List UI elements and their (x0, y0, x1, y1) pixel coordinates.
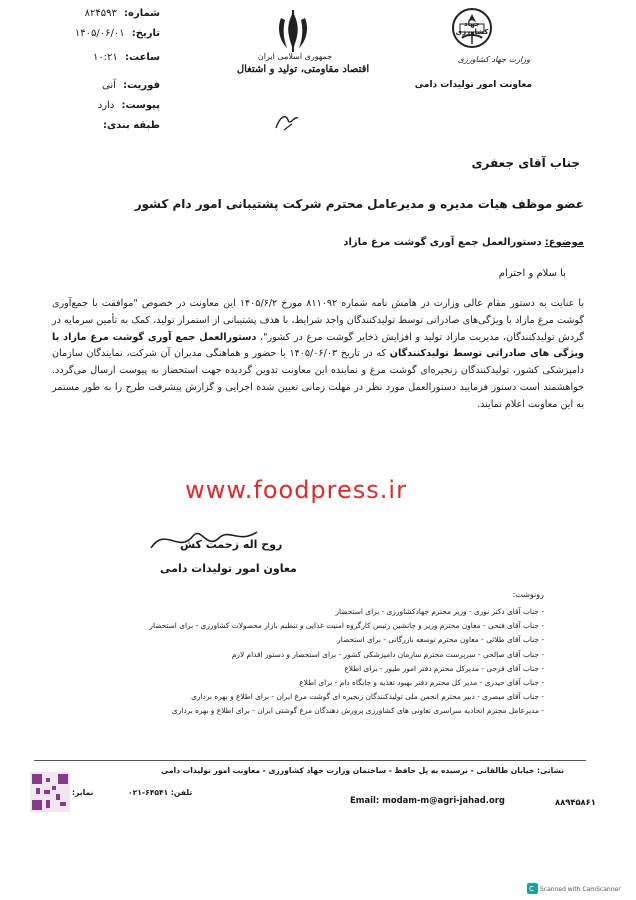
footer-phone: ۸۸۹۴۵۸۶۱ (555, 797, 596, 807)
greeting: با سلام و احترام (498, 268, 566, 279)
footer-divider (34, 760, 586, 761)
addressee-name: جناب آقای جعفری (471, 156, 580, 170)
subject-line (343, 237, 584, 248)
cc-item: - جناب آقای حیدری - مدیر کل محترم دفتر بهبود تغذیه و جایگاه دام - برای اطلاع (299, 678, 544, 688)
department-name: معاونت امور تولیدات دامی (414, 80, 532, 90)
number-label: شماره: (124, 8, 160, 19)
subject-label: موضوع: (544, 237, 584, 248)
attachment-row (40, 100, 160, 111)
signer-title: معاون امور تولیدات دامی (160, 562, 297, 575)
time-value: ۱۰:۲۱ (92, 52, 118, 63)
cc-heading: رونوشت: (512, 590, 544, 599)
time-label: ساعت: (124, 52, 160, 63)
ministry-name: وزارت جهاد کشاورزی (457, 55, 530, 64)
date-row (40, 28, 160, 39)
date-label: تاریخ: (131, 28, 160, 39)
classification-row (40, 120, 160, 131)
scanner-credit: Scanned with CamScanner (540, 886, 621, 893)
subject-value: دستورالعمل جمع آوری گوشت مرغ مازاد (343, 237, 542, 248)
republic-title: جمهوری اسلامی ایران (257, 52, 333, 61)
qr-code-icon (30, 772, 70, 812)
number-value: ۸۲۴۵۹۳ (84, 8, 117, 19)
small-mark-icon (272, 110, 302, 134)
urgency-row (40, 80, 160, 91)
cc-item: - جناب آقای میصری - دبیر محترم انجمن ملی تولیدکنندگان زنجیره ای گوشت مرغ ایران - برای اطلاع و بهره برداری (191, 692, 544, 702)
signer-name: روح اله زحمت کش (180, 538, 283, 551)
handwritten-motto: اقتصاد مقاومتی، تولید و اشتغال (236, 64, 370, 75)
cc-list (124, 605, 544, 719)
time-row (40, 52, 160, 63)
body-part1: با عنایت به دستور مقام عالی وزارت در هامش نامه شماره ۸۱۱۰۹۲ مورخ ۱۴۰۵/۶/۲ این معاونت در خصوص "موافقت با جمع‌آوری گوشت مرغ مازاد با ویژگی‌های صادراتی توسط تولیدکنندگان واجد شرایط، با هدف پشتیبانی از استمرار تولید، کمک به تأمین سرمایه در گردش تولیدکنندگان، مدیریت مازاد تولید و افزایش ذخایر گوشت مرغ در کشور"، (52, 298, 585, 343)
camscanner-icon (527, 883, 538, 894)
urgency-value: آنی (101, 80, 116, 91)
footer-address: نشانی: خیابان طالقانی - نرسیده به پل حافظ - ساختمان وزارت جهاد کشاورزی - معاونت امور تولیدات دامی (161, 766, 564, 775)
attachment-label: پیوست: (121, 100, 160, 111)
footer-fax: نمابر: (72, 788, 94, 797)
cc-item: - جناب آقای فتحی - معاون محترم وزیر و جانشین رئیس کارگروه امنیت غذایی و تنظیم بازار محصولات کشاورزی - برای استحضار (149, 621, 544, 631)
number-row (40, 8, 160, 19)
svg-text:C: C (529, 885, 534, 893)
cc-item: - جناب آقای طلائی - معاون محترم توسعه بازرگانی - برای استحضار (337, 635, 544, 645)
attachment-value: دارد (97, 100, 115, 111)
footer-tel: تلفن: ۶۴۵۴۱-۰۲۱ (128, 788, 193, 797)
body-part2: که در تاریخ ۱۴۰۵/۰۶/۰۳ با حضور و هماهنگی مدیران آن شرکت، نمایندگان سازمان دامپزشکی کشور، تولیدکنندگان زنجیره‌ای گوشت مرغ و نماینده این معاونت تدوین گردیده جهت استحضار به پیوست ارسال می‌گردد. خواهشمند است دستور فرمایید دستورالعمل مورد نظر در مهلت زمانی تعیین شده اجرایی و گزارش پیشرفت طرح را به طور مستمر به این معاونت اعلام نمایند. (52, 348, 584, 410)
urgency-label: فوریت: (123, 80, 160, 91)
cc-item: - مدیرعامل محترم اتحادیه سراسری تعاونی های کشاورزی پرورش دهندگان مرغ گوشتی ایران - برای اطلاع و بهره برداری (171, 706, 544, 716)
classification-label: طبقه بندی: (102, 120, 160, 131)
cc-item: - جناب آقای فرجی - مدیرکل محترم دفتر امور طیور - برای اطلاع (344, 663, 544, 673)
body-bold-part: دستورالعمل جمع آوری گوشت مرغ مازاد با ویژگی های صادراتی توسط تولیدکنندگان (52, 331, 585, 360)
watermark-url: www.foodpress.ir (185, 476, 407, 504)
cc-item: - جناب آقای دکتر نوری - وزیر محترم جهادکشاورزی - برای استحضار (335, 607, 544, 616)
logo-text: جهاد کشاورزی (455, 20, 489, 36)
letter-body (52, 296, 584, 414)
cc-item: - جناب آقای صالحی - سرپرست محترم سازمان دامپزشکی کشور - برای استحضار و دستور اقدام لازم (231, 649, 544, 659)
iran-emblem-icon (271, 8, 315, 54)
footer-email: Email: modam-m@agri-jahad.org (350, 795, 505, 805)
addressee-title: عضو موظف هیات مدیره و مدیرعامل محترم شرکت پشتیبانی امور دام کشور (134, 197, 584, 211)
date-value: ۱۴۰۵/۰۶/۰۱ (74, 28, 125, 39)
